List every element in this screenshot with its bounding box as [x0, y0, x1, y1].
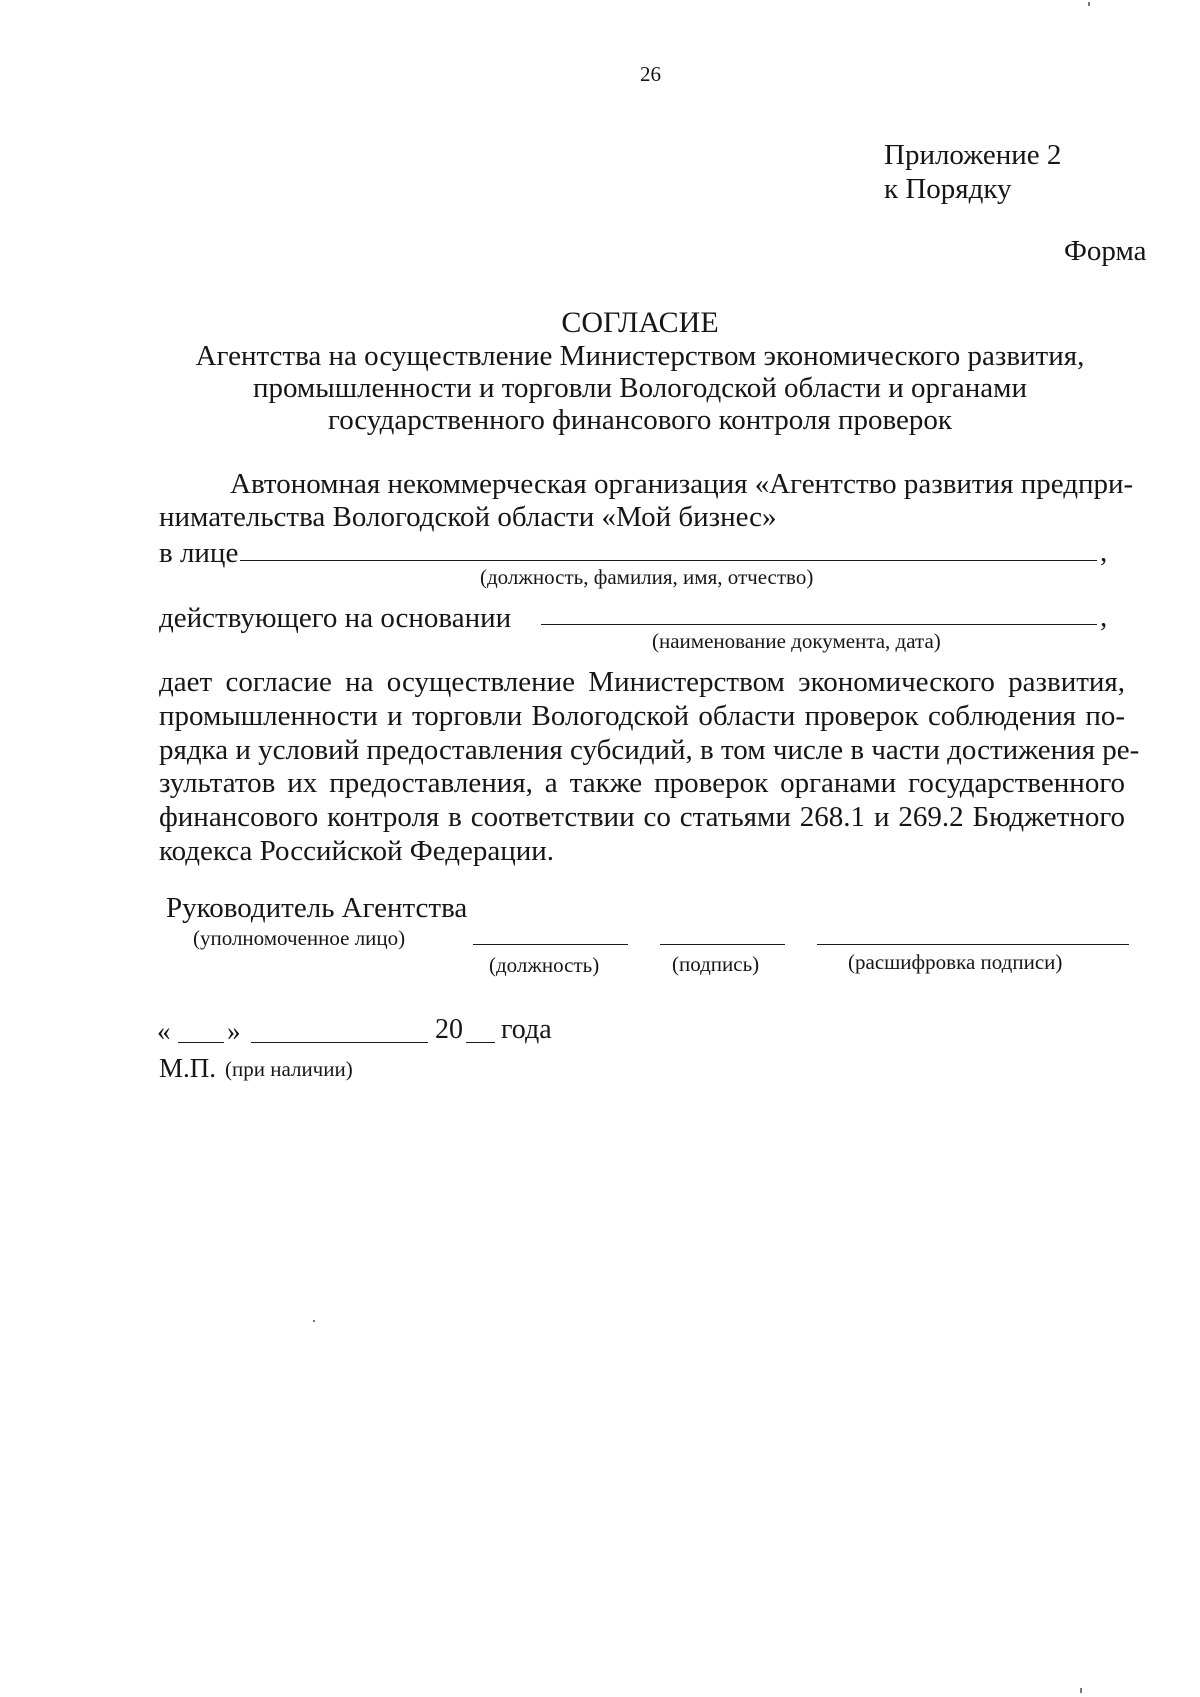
- in-person-hint: (должность, фамилия, имя, отчество): [480, 565, 814, 589]
- year-suffix: года: [501, 1014, 552, 1045]
- basis-blank-line[interactable]: [541, 624, 1097, 625]
- signature-blank-line[interactable]: [660, 944, 785, 945]
- year-blank-line[interactable]: [466, 1042, 495, 1043]
- in-person-comma: ,: [1100, 536, 1108, 568]
- month-blank-line[interactable]: [251, 1042, 428, 1043]
- consent-line-6: кодекса Российской Федерации.: [159, 834, 554, 867]
- signature-hint: (подпись): [672, 952, 760, 976]
- consent-line-4: зультатов их предоставления, а также проверок органами государственного: [159, 767, 1125, 800]
- position-hint: (должность): [489, 953, 600, 977]
- basis-hint: (наименование документа, дата): [652, 629, 941, 653]
- stamp-label: М.П.: [159, 1053, 217, 1083]
- consent-paragraph: [159, 666, 1140, 869]
- head-label: Руководитель Агентства: [166, 892, 468, 924]
- scan-speck: [1088, 2, 1090, 6]
- title-line-2: промышленности и торговли Вологодской области и органами: [252, 372, 1028, 404]
- stamp-note: (при наличии): [225, 1057, 353, 1081]
- scan-speck: [1080, 1688, 1082, 1693]
- consent-line-5: финансового контроля в соответствии со статьями 268.1 и 269.2 Бюджетного: [159, 801, 1125, 834]
- decoding-blank-line[interactable]: [817, 944, 1129, 945]
- appendix-line-2: к Порядку: [884, 173, 1012, 205]
- appendix-line-1: Приложение 2: [884, 139, 1062, 171]
- year-prefix: 20: [435, 1014, 463, 1045]
- consent-line-2: промышленности и торговли Вологодской области проверок соблюдения по-: [159, 699, 1125, 732]
- position-blank-line[interactable]: [473, 944, 628, 945]
- decoding-hint: (расшифровка подписи): [848, 950, 1063, 974]
- in-person-blank-line[interactable]: [240, 560, 1097, 561]
- page-number: 26: [640, 62, 661, 86]
- title-line-3: государственного финансового контроля проверок: [328, 404, 952, 436]
- consent-line-3: рядка и условий предоставления субсидий, в том числе в части достижения ре-: [159, 733, 1140, 766]
- day-blank-line[interactable]: [178, 1042, 224, 1043]
- title-line-1: Агентства на осуществление Министерством экономического развития,: [195, 340, 1085, 372]
- basis-label: действующего на основании: [159, 602, 512, 634]
- intro-line-2: нимательства Вологодской области «Мой бизнес»: [159, 501, 777, 533]
- in-person-label: в лице: [159, 537, 239, 569]
- date-close-quote: »: [227, 1016, 241, 1046]
- consent-line-1: дает согласие на осуществление Министерством экономического развития,: [159, 666, 1125, 698]
- scan-speck: [313, 1320, 315, 1322]
- date-open-quote: «: [157, 1016, 171, 1046]
- authorized-label: (уполномоченное лицо): [193, 926, 406, 950]
- form-label: Форма: [1064, 235, 1147, 267]
- basis-comma: ,: [1100, 601, 1108, 633]
- document-heading: СОГЛАСИЕ: [561, 306, 719, 339]
- intro-line-1: Автономная некоммерческая организация «Агентство развития предпри-: [230, 468, 1134, 500]
